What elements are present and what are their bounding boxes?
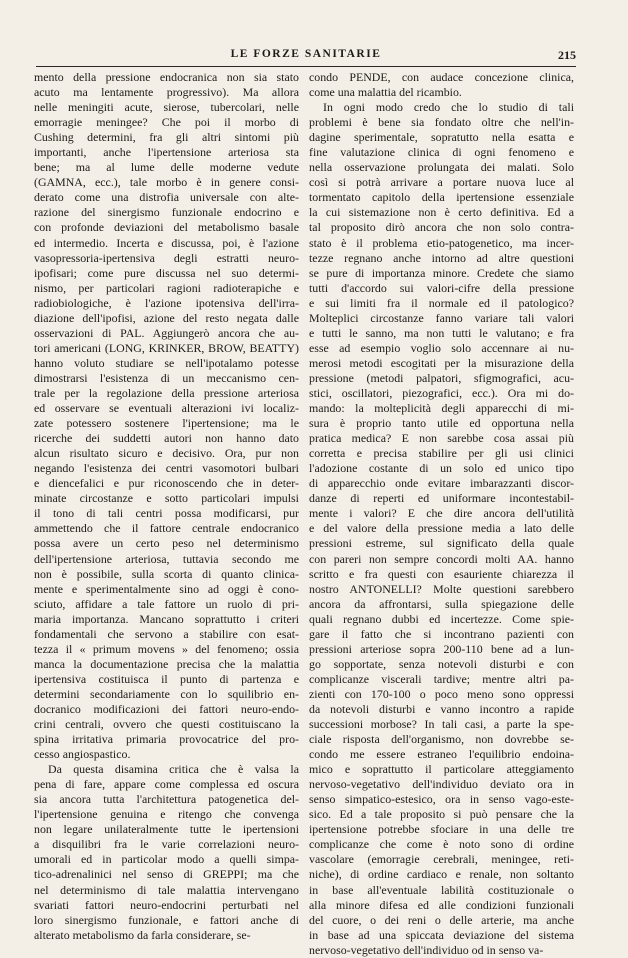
text-line: da notevoli disturbi e vanno incontro a rapide bbox=[309, 701, 574, 716]
text-line: dell'ipertensione arteriosa, tuttavia secondo me bbox=[34, 551, 299, 566]
text-line: radiobiologiche, è l'azione ipotensiva dell'irra- bbox=[34, 295, 299, 310]
text-line: negando l'esistenza dei centri vasomotori bulbari bbox=[34, 461, 299, 476]
text-line: condo me essere estraneo l'equilibrio endoina- bbox=[309, 747, 574, 762]
text-line: fondamentali che servono a stabilire con esat- bbox=[34, 626, 299, 641]
text-line: pressioni estreme, sul significato della quale bbox=[309, 536, 574, 551]
text-line: ipertensione potrebbe sfociare in una delle tre bbox=[309, 822, 574, 837]
text-line: umorali ed in particolar modo a quelli simpa- bbox=[34, 852, 299, 867]
text-line: sciuto, affidare a tale fattore un ruolo di pri- bbox=[34, 596, 299, 611]
text-line: mente i valori? E che dire ancora dell'utilità bbox=[309, 506, 574, 521]
text-line: alcun risultato sicuro e decisivo. Ora, pur non bbox=[34, 446, 299, 461]
text-line: di apparecchio onde evitare imbarazzanti discor- bbox=[309, 476, 574, 491]
text-line: merosi metodi escogitati per la misurazione della bbox=[309, 355, 574, 370]
text-line: complicanze che come è noto sono di ordine bbox=[309, 837, 574, 852]
text-line: stici, oscillatori, piezografici, ecc.). Ora mi do- bbox=[309, 385, 574, 400]
text-line: con pareri non sempre concordi molti AA. hanno bbox=[309, 551, 574, 566]
text-line: Molteplici circostanze fanno variare tali valori bbox=[309, 310, 574, 325]
text-line: nervoso-vegetativo dell'individuo od in senso va- bbox=[309, 942, 544, 957]
text-line: tori americani (LONG, KRINKER, BROW, BEATTY) bbox=[34, 340, 299, 355]
text-line: alterato metabolismo da farla considerare, se- bbox=[34, 927, 251, 942]
text-line: vascolare (emorragie cerebrali, meningee, reti- bbox=[309, 852, 574, 867]
text-line: ammettendo che il fattore centrale endocranico bbox=[34, 521, 299, 536]
text-line: nostro ANTONELLI? Molte questioni sarebbero bbox=[309, 581, 574, 596]
text-line: In ogni modo credo che lo studio di tali bbox=[323, 100, 574, 115]
text-line: pratica medica? E non sarebbe cosa assai più bbox=[309, 431, 574, 446]
text-line: (GAMNA, ecc.), tale morbo è in genere consi- bbox=[34, 175, 299, 190]
text-line: gare il fatto che si incontrano pazienti con bbox=[309, 626, 574, 641]
text-line: Da questa disamina critica che è valsa la bbox=[48, 762, 299, 777]
text-line: zate potessero sostenere l'ipertensione; ma le bbox=[34, 416, 299, 431]
text-line: dimostrarsi l'esistenza di un meccanismo cen- bbox=[34, 370, 299, 385]
page-header bbox=[36, 44, 576, 66]
text-line: tezza il « primum movens » del fenomeno; ossia bbox=[34, 641, 299, 656]
text-line: problemi è bene sia fondato oltre che nell'in- bbox=[309, 115, 574, 130]
text-line: Cushing determini, fra gli altri sintomi più bbox=[34, 130, 299, 145]
text-line: nelle meningiti acute, sierose, tubercolari, nelle bbox=[34, 100, 299, 115]
running-title: LE FORZE SANITARIE bbox=[230, 48, 382, 60]
text-line: fine valutazione clinica di ogni fenomeno e bbox=[309, 145, 574, 160]
text-line: tico-adrenalinici nel senso di GREPPI; ma che bbox=[34, 867, 299, 882]
text-line: sia ancora tutta l'architettura patogenetica del- bbox=[34, 792, 299, 807]
text-line: importanti, anche l'ipertensione arteriosa sta bbox=[34, 145, 299, 160]
text-line: trale per la regolazione della pressione arteriosa bbox=[34, 385, 299, 400]
text-line: ancora da affrontarsi, sulla spiegazione delle bbox=[309, 596, 574, 611]
text-line: svariati fattori neuro-endocrini perturbati nel bbox=[34, 897, 299, 912]
text-line: docranico modificazioni dei fattori neuro-endo- bbox=[34, 701, 299, 716]
text-line: vasopressoria-ipertensiva degli estratti neuro- bbox=[34, 250, 299, 265]
text-line: esse ad esempio voglio solo accennare ai nu- bbox=[309, 340, 574, 355]
text-line: in base ad una spiccata deviazione del sistema bbox=[309, 927, 574, 942]
text-line: derato come una distrofia universale con alte- bbox=[34, 190, 299, 205]
text-line: successioni morbose? In tali casi, a parte la spe- bbox=[309, 717, 574, 732]
text-line: scritto e fra questi con esauriente chiarezza il bbox=[309, 566, 574, 581]
text-line: così si potrà arrivare a portare nuova luce al bbox=[309, 175, 574, 190]
text-line: del cuore, o dei reni o delle arterie, ma anche bbox=[309, 912, 574, 927]
text-line: sura è proprio tanto utile ed opportuna nella bbox=[309, 416, 574, 431]
text-line: il tono di tali centri possa modificarsi, pur bbox=[34, 506, 299, 521]
header-rule bbox=[36, 66, 576, 67]
text-line: nel determinismo di tale malattia intervengano bbox=[34, 882, 299, 897]
text-line: quali regnano dubbi ed incertezze. Come spie- bbox=[309, 611, 574, 626]
text-line: la cui sistemazione non è certo definitiva. Ed a bbox=[309, 205, 574, 220]
text-line: in base all'eventuale labilità costituzionale o bbox=[309, 882, 574, 897]
text-line: non è possibile, sulla scorta di quanto clinica- bbox=[34, 566, 299, 581]
text-line: sico. Ed a tale proposito si può pensare che la bbox=[309, 807, 574, 822]
text-line: mando: la molteplicità degli apparecchi di mi- bbox=[309, 401, 574, 416]
text-line: l'ipertensione genuina e ritengo che convenga bbox=[34, 807, 299, 822]
text-line: mico e soprattutto il particolare atteggiamento bbox=[309, 762, 574, 777]
text-line: come una malattia del ricambio. bbox=[309, 85, 462, 100]
text-line: non legare unilateralmente tutte le ipertensioni bbox=[34, 822, 299, 837]
text-line: hanno voluto studiare se nell'ipotalamo potesse bbox=[34, 355, 299, 370]
text-line: a disquilibri fra le varie correlazioni neuro- bbox=[34, 837, 299, 852]
text-line: osservazioni di PAL. Aggiungerò ancora che au- bbox=[34, 325, 299, 340]
text-line: senso simpatico-estesico, ora in senso vago-este- bbox=[309, 792, 574, 807]
text-line: emorragie meningee? Che poi il morbo di bbox=[34, 115, 299, 130]
text-line: se pure di importanza minore. Credete che siamo bbox=[309, 265, 574, 280]
text-line: ciale risposta dell'organismo, non dovrebbe se- bbox=[309, 732, 574, 747]
left-column bbox=[34, 70, 299, 943]
text-line: determini secondariamente con lo squilibrio en- bbox=[34, 686, 299, 701]
text-line: condo PENDE, con audace concezione clinica, bbox=[309, 70, 574, 84]
text-line: e diencefalici e pur riconoscendo che in deter- bbox=[34, 476, 299, 491]
text-line: nervoso-vegetativo dell'individuo deviato ora in bbox=[309, 777, 574, 792]
text-line: zienti con 170-100 o poco meno sono oppressi bbox=[309, 686, 574, 701]
text-line: crini centrali, ovvero che questi costituiscano la bbox=[34, 717, 299, 732]
text-line: go sopportate, senza notevoli disturbi e con bbox=[309, 656, 574, 671]
text-line: acuto ma lentamente progressivo). Ma allora bbox=[34, 85, 299, 100]
text-line: minate circostanze e sotto particolari impulsi bbox=[34, 491, 299, 506]
text-line: ed osservare se eventuali alterazioni ivi localiz- bbox=[34, 401, 299, 416]
right-column bbox=[309, 70, 574, 958]
text-line: e tutti le sanno, ma non tutti le valutano; e fra bbox=[309, 325, 574, 340]
text-line: ed intermedio. Incerta e discussa, poi, è l'azione bbox=[34, 235, 299, 250]
text-line: mento della pressione endocranica non sia stato bbox=[34, 70, 299, 84]
text-line: cesso angiospastico. bbox=[34, 747, 131, 762]
text-line: stato è il problema etio-patogenetico, ma incer- bbox=[309, 235, 574, 250]
text-line: spina irritativa primaria provocatrice del pro- bbox=[34, 732, 299, 747]
page-number: 215 bbox=[558, 48, 576, 62]
text-line: niche), di ordine cardiaco e renale, non soltanto bbox=[309, 867, 574, 882]
text-line: tezze regnano anche intorno ad altre questioni bbox=[309, 250, 574, 265]
text-line: nismo, per particolari ragioni radioterapiche e bbox=[34, 280, 299, 295]
text-line: maria importanza. Mancano soprattutto i criteri bbox=[34, 611, 299, 626]
text-line: nella osservazione prolungata dei malati. Solo bbox=[309, 160, 574, 175]
text-line: alla minore difesa ed alle condizioni funzionali bbox=[309, 897, 574, 912]
text-line: tormentato capitolo della ipertensione essenziale bbox=[309, 190, 574, 205]
text-line: dagine sperimentale, sopratutto nella esatta e bbox=[309, 130, 574, 145]
text-line: loro sinergismo funzionale, e fattori anche di bbox=[34, 912, 299, 927]
text-line: tutti d'accordo sui valori-cifre della pressione bbox=[309, 280, 574, 295]
text-line: possa avere un certo peso nel determinismo bbox=[34, 536, 299, 551]
text-line: l'adozione costante di un solo ed unico tipo bbox=[309, 461, 574, 476]
text-line: ipofisari; come pure discussa nel suo determi- bbox=[34, 265, 299, 280]
text-line: complicanze viscerali tardive; mentre altri pa- bbox=[309, 671, 574, 686]
text-line: ipertensiva costituisca il punto di partenza e bbox=[34, 671, 299, 686]
text-line: corretta e precisa stabilire per gli usi clinici bbox=[309, 446, 574, 461]
text-line: danze di reperti ed uniformare incontestabil- bbox=[309, 491, 574, 506]
text-line: pressione (metodi palpatori, sfigmografici, acu- bbox=[309, 370, 574, 385]
text-line: e sui limiti fra il normale ed il patologico? bbox=[309, 295, 574, 310]
text-line: pressioni arteriose sopra 200-110 bene ad a lun- bbox=[309, 641, 574, 656]
text-line: ricerche dei suddetti autori non hanno dato bbox=[34, 431, 299, 446]
text-line: mente e sperimentalmente sino ad oggi è cono- bbox=[34, 581, 299, 596]
text-line: tal proposito dirò ancora che non solo contra- bbox=[309, 220, 574, 235]
text-line: manca la documentazione precisa che la malattia bbox=[34, 656, 299, 671]
text-line: bene; ma al lume delle moderne vedute bbox=[34, 160, 299, 175]
text-line: e del valore della pressione media a lato delle bbox=[309, 521, 574, 536]
text-line: pena di fare, appare come complessa ed oscura bbox=[34, 777, 299, 792]
text-line: diazione dell'ipofisi, azione del resto negata dalle bbox=[34, 310, 299, 325]
text-line: razione del sinergismo funzionale endocrino e bbox=[34, 205, 299, 220]
text-line: con profonde deviazioni del metabolismo basale bbox=[34, 220, 299, 235]
